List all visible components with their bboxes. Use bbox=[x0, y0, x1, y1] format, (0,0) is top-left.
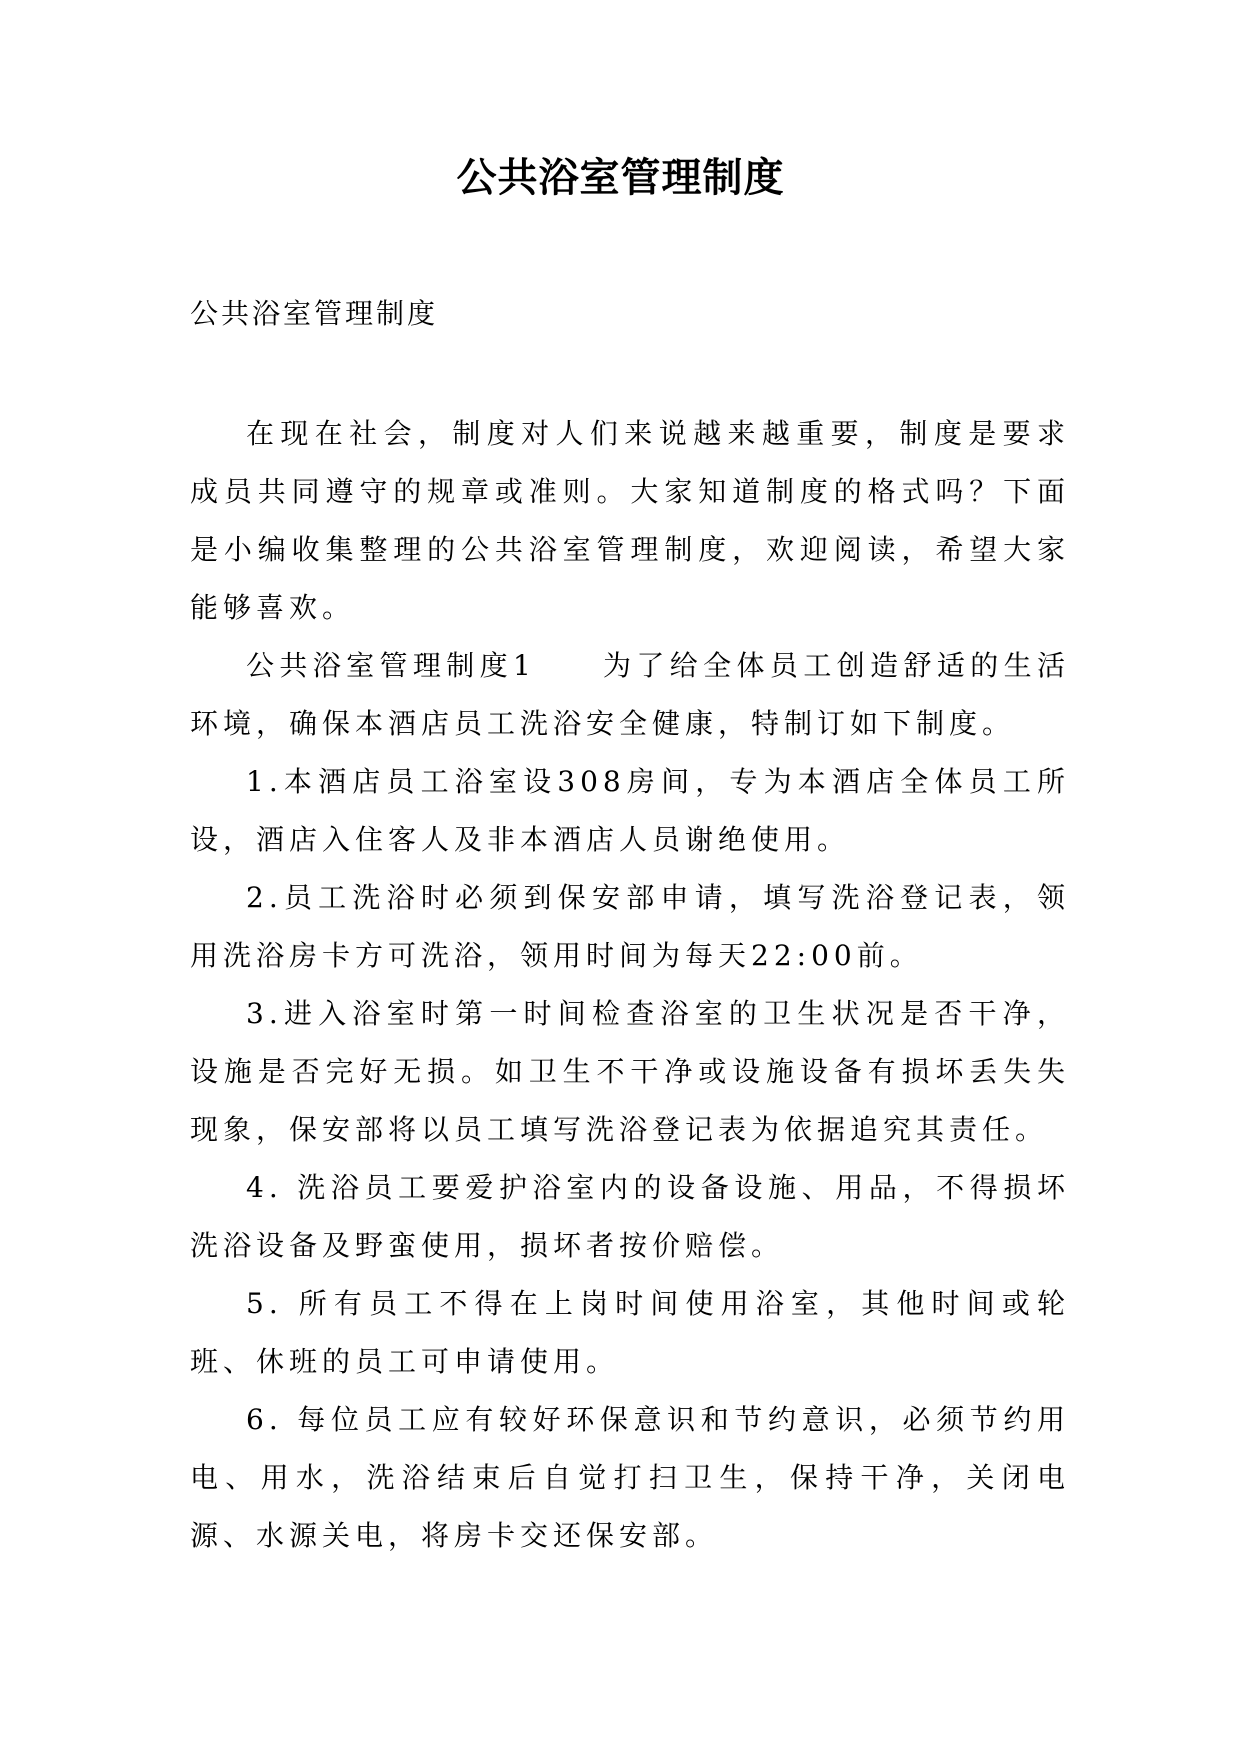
rule-6-paragraph: 6. 每位员工应有较好环保意识和节约意识，必须节约用电、用水，洗浴结束后自觉打扫卫生，保持干净，关闭电源、水源关电，将房卡交还保安部。 bbox=[190, 1403, 1070, 1552]
document-body bbox=[190, 405, 1070, 1565]
rule-2-paragraph: 2.员工洗浴时必须到保安部申请，填写洗浴登记表，领用洗浴房卡方可洗浴，领用时间为每天22:00前。 bbox=[190, 881, 1070, 972]
document-subtitle: 公共浴室管理制度 bbox=[190, 297, 439, 330]
section-heading-paragraph: 公共浴室管理制度1 为了给全体员工创造舒适的生活环境，确保本酒店员工洗浴安全健康，特制订如下制度。 bbox=[190, 649, 1070, 740]
rule-5-paragraph: 5. 所有员工不得在上岗时间使用浴室，其他时间或轮班、休班的员工可申请使用。 bbox=[190, 1287, 1070, 1378]
rule-4-paragraph: 4. 洗浴员工要爱护浴室内的设备设施、用品，不得损坏洗浴设备及野蛮使用，损坏者按价赔偿。 bbox=[190, 1171, 1070, 1262]
rule-3-paragraph: 3.进入浴室时第一时间检查浴室的卫生状况是否干净，设施是否完好无损。如卫生不干净或设施设备有损坏丢失失现象，保安部将以员工填写洗浴登记表为依据追究其责任。 bbox=[190, 997, 1070, 1146]
rule-1-paragraph: 1.本酒店员工浴室设308房间，专为本酒店全体员工所设，酒店入住客人及非本酒店人员谢绝使用。 bbox=[190, 765, 1070, 856]
document-title: 公共浴室管理制度 bbox=[456, 155, 785, 201]
intro-paragraph: 在现在社会，制度对人们来说越来越重要，制度是要求成员共同遵守的规章或准则。大家知道制度的格式吗？下面是小编收集整理的公共浴室管理制度，欢迎阅读，希望大家能够喜欢。 bbox=[190, 417, 1070, 624]
